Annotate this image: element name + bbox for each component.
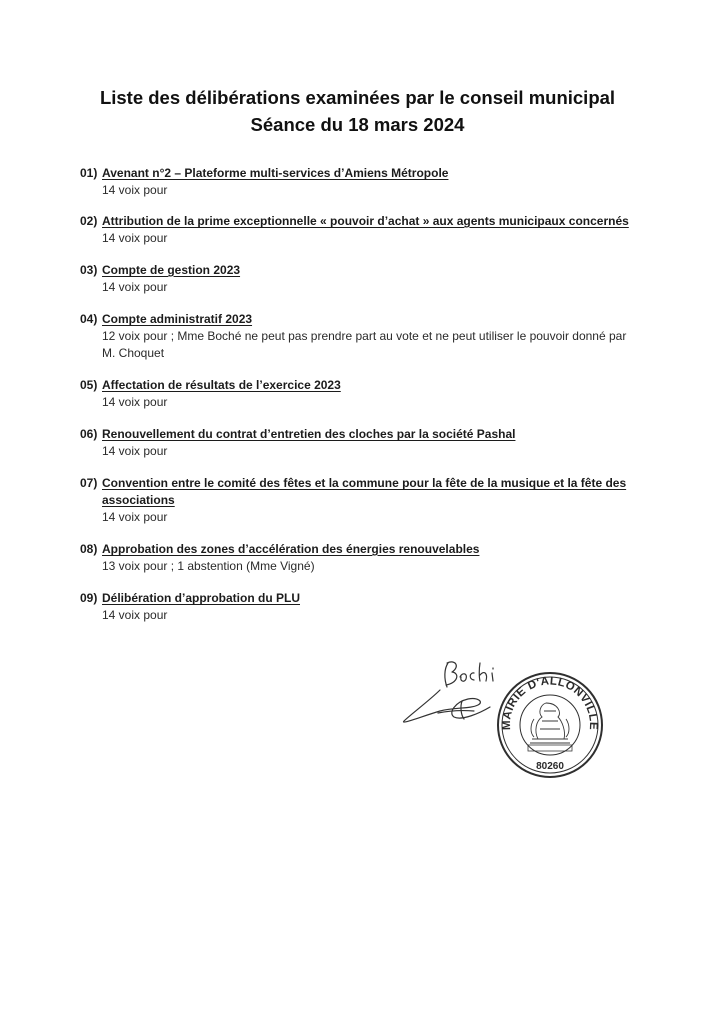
item-result: 14 voix pour	[102, 608, 168, 622]
item-title: Délibération d’approbation du PLU	[102, 591, 300, 605]
item-result: 12 voix pour ; Mme Boché ne peut pas prendre part au vote et ne peut utiliser le pouvoir donné par M. Choquet	[102, 329, 627, 360]
item-number: 05)	[80, 378, 98, 392]
deliberation-item	[80, 213, 640, 247]
mairie-stamp	[498, 673, 602, 777]
item-number: 09)	[80, 591, 98, 605]
item-title: Attribution de la prime exceptionnelle « pouvoir d’achat » aux agents municipaux concernés	[102, 214, 629, 228]
item-result: 14 voix pour	[102, 280, 168, 294]
item-number: 04)	[80, 312, 98, 326]
item-number: 01)	[80, 166, 98, 180]
deliberation-item	[80, 165, 640, 199]
item-title: Approbation des zones d’accélération des énergies renouvelables	[102, 542, 480, 556]
session-date: Séance du 18 mars 2024	[250, 114, 465, 135]
deliberation-item	[80, 475, 640, 526]
item-title: Compte administratif 2023	[102, 312, 253, 326]
deliberation-item	[80, 541, 640, 575]
item-result: 14 voix pour	[102, 231, 168, 245]
signature-and-stamp	[400, 655, 610, 780]
item-title: Affectation de résultats de l’exercice 2023	[102, 378, 341, 392]
item-result: 14 voix pour	[102, 395, 168, 409]
item-result: 14 voix pour	[102, 183, 168, 197]
signature-graphic	[403, 662, 493, 722]
item-result: 14 voix pour	[102, 444, 168, 458]
item-result: 13 voix pour ; 1 abstention (Mme Vigné)	[102, 559, 315, 573]
svg-text:MAIRIE D'ALLONVILLE: MAIRIE D'ALLONVILLE	[500, 675, 600, 731]
deliberation-list	[80, 165, 640, 624]
document-title: Liste des délibérations examinées par le conseil municipal	[99, 87, 616, 108]
item-number: 08)	[80, 542, 98, 556]
deliberation-item	[80, 311, 640, 362]
svg-text:80260: 80260	[536, 761, 564, 772]
item-number: 06)	[80, 427, 98, 441]
item-result: 14 voix pour	[102, 510, 168, 524]
deliberation-item	[80, 262, 640, 296]
item-title: Convention entre le comité des fêtes et la commune pour la fête de la musique et la fête des associations	[102, 476, 627, 507]
item-number: 07)	[80, 476, 98, 490]
deliberation-item	[80, 377, 640, 411]
document-header	[0, 84, 715, 138]
deliberation-item	[80, 590, 640, 624]
item-title: Avenant n°2 – Plateforme multi-services d’Amiens Métropole	[102, 166, 449, 180]
item-number: 03)	[80, 263, 98, 277]
deliberation-item	[80, 426, 640, 460]
item-title: Compte de gestion 2023	[102, 263, 241, 277]
item-number: 02)	[80, 214, 98, 228]
item-title: Renouvellement du contrat d’entretien des cloches par la société Pashal	[102, 427, 516, 441]
